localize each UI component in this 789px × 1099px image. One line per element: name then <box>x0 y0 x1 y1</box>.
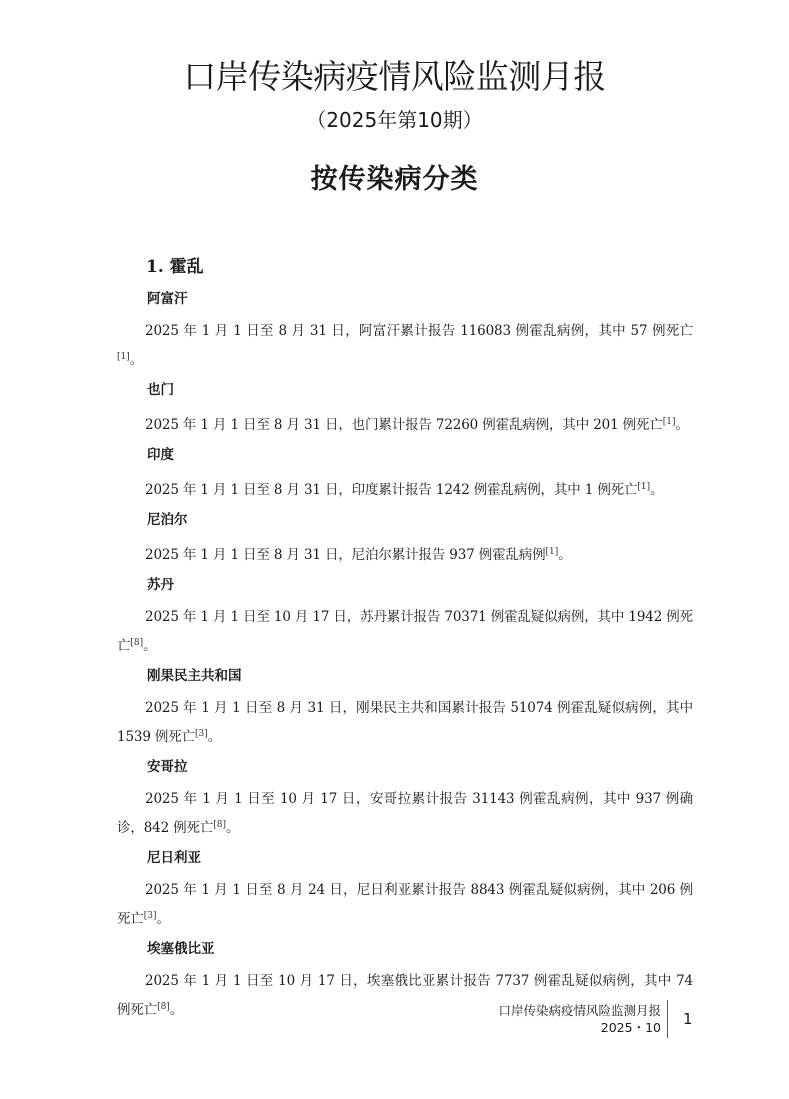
subsection-title: 霍乱 <box>169 257 204 277</box>
report-tail: 。 <box>129 352 144 368</box>
report-text: 2025 年 1 月 1 日至 10 月 17 日，苏丹累计报告 70371 例霍乱疑似病例，其中 1942 例死亡 <box>117 609 693 654</box>
citation-ref: [8] <box>157 1002 170 1012</box>
subsection-heading <box>146 254 204 280</box>
country-name: 刚果民主共和国 <box>147 668 242 684</box>
report-text: 2025 年 1 月 1 日至 10 月 17 日，安哥拉累计报告 31143 例霍乱病例，其中 937 例确诊，842 例死亡 <box>117 791 693 836</box>
report-text: 2025 年 1 月 1 日至 8 月 24 日，尼日利亚累计报告 8843 例霍乱疑似病例，其中 206 例死亡 <box>117 882 693 927</box>
country-entry <box>117 847 693 932</box>
report-tail: 。 <box>143 638 157 654</box>
page-number: 1 <box>683 1010 693 1028</box>
footer-divider <box>667 1000 668 1038</box>
footer-journal <box>498 1002 661 1036</box>
country-report <box>117 604 693 659</box>
citation-ref: [3] <box>143 911 157 921</box>
entries-list <box>117 282 693 1023</box>
report-tail: 。 <box>650 482 664 498</box>
country-name: 尼泊尔 <box>147 512 188 528</box>
report-tail: 。 <box>225 820 240 836</box>
country-name: 尼日利亚 <box>147 850 201 866</box>
country-name: 安哥拉 <box>147 759 188 775</box>
citation-ref: [1] <box>637 482 651 492</box>
report-text: 2025 年 1 月 1 日至 10 月 17 日，埃塞俄比亚累计报告 7737 例霍乱疑似病例，其中 74 例死亡 <box>117 973 693 1018</box>
country-entry <box>117 444 693 503</box>
country-name: 苏丹 <box>147 577 174 593</box>
report-title: 口岸传染病疫情风险监测月报 <box>183 57 606 96</box>
country-name: 阿富汗 <box>147 291 188 307</box>
country-entry <box>117 756 693 841</box>
country-report <box>117 786 693 841</box>
country-entry <box>117 288 693 373</box>
country-report <box>117 409 693 438</box>
citation-ref: [8] <box>213 820 226 830</box>
issue-label: （2025年第10期） <box>306 108 483 132</box>
citation-ref: [1] <box>545 547 559 557</box>
report-text: 2025 年 1 月 1 日至 8 月 31 日，也门累计报告 72260 例霍乱病例，其中 201 例死亡 <box>145 417 663 433</box>
citation-ref: [3] <box>194 729 208 739</box>
report-text: 2025 年 1 月 1 日至 8 月 31 日，刚果民主共和国累计报告 51074 例霍乱疑似病例，其中 1539 例死亡 <box>117 700 693 745</box>
country-report <box>117 539 693 568</box>
country-name: 埃塞俄比亚 <box>147 941 215 957</box>
report-tail: 。 <box>675 417 689 433</box>
report-tail: 。 <box>169 1002 184 1018</box>
country-entry <box>117 574 693 659</box>
report-tail: 。 <box>207 729 222 745</box>
country-entry <box>117 379 693 438</box>
footer-issue: 2025・10 <box>600 1020 661 1035</box>
country-entry <box>117 509 693 568</box>
citation-ref: [8] <box>130 638 144 648</box>
country-report <box>117 474 693 503</box>
subsection-number: 1. <box>146 257 164 277</box>
report-text: 2025 年 1 月 1 日至 8 月 31 日，印度累计报告 1242 例霍乱病例，其中 1 例死亡 <box>145 482 638 498</box>
citation-ref: [1] <box>662 417 676 427</box>
report-tail: 。 <box>558 547 572 563</box>
report-text: 2025 年 1 月 1 日至 8 月 31 日，阿富汗累计报告 116083 例霍乱病例，其中 57 例死亡 <box>145 323 693 339</box>
section-title: 按传染病分类 <box>310 164 479 195</box>
citation-ref: [1] <box>117 352 130 362</box>
report-text: 2025 年 1 月 1 日至 8 月 31 日，尼泊尔累计报告 937 例霍乱病例 <box>145 547 546 563</box>
country-name: 也门 <box>147 382 174 398</box>
country-entry <box>117 665 693 750</box>
country-report <box>117 318 693 373</box>
country-report <box>117 695 693 750</box>
country-report <box>117 877 693 932</box>
report-tail: 。 <box>156 911 170 927</box>
country-name: 印度 <box>147 447 174 463</box>
footer-journal-title: 口岸传染病疫情风险监测月报 <box>498 1003 661 1018</box>
